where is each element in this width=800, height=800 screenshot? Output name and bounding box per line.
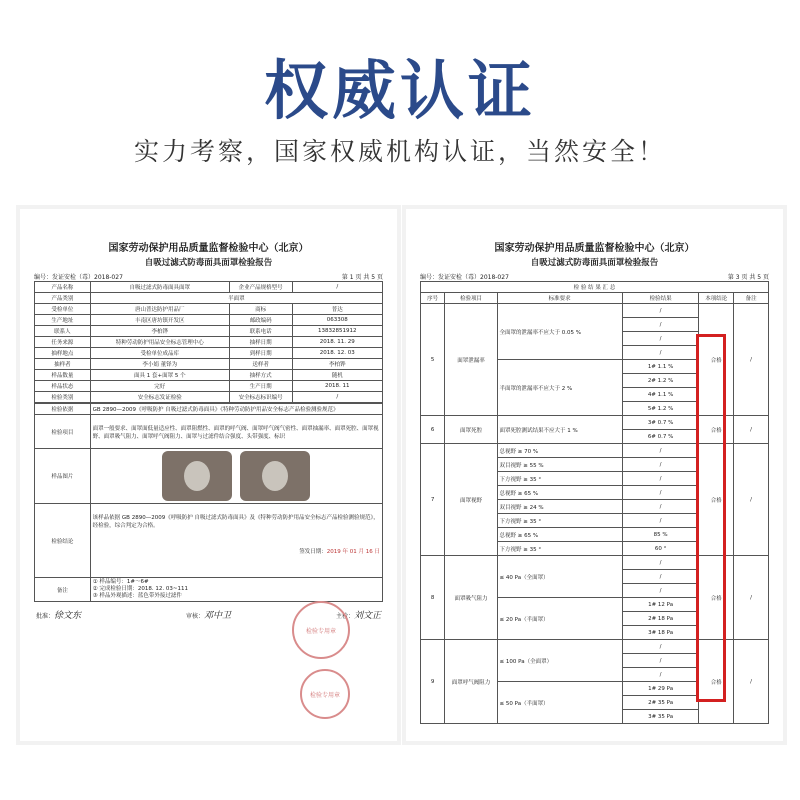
- detail-table: [34, 403, 383, 602]
- info-row: [35, 348, 383, 359]
- result-cell: 双目视野 ≥ 55 %: [497, 458, 622, 472]
- verdict-highlight-box: [696, 334, 726, 702]
- col-item: 检验项目: [445, 293, 497, 304]
- page-number: 第 1 页 共 5 页: [341, 274, 383, 281]
- info-cell: 联系人: [35, 326, 91, 337]
- sign-date-label: 签发日期：: [299, 549, 327, 555]
- info-cell: 企业产品规格型号: [229, 282, 292, 293]
- result-cell: /: [622, 332, 699, 346]
- inspection-stamp-2: 检验专用章: [300, 669, 350, 719]
- result-cell: 5: [421, 304, 445, 416]
- info-cell: 生产日期: [229, 381, 292, 392]
- result-cell: 合格: [699, 416, 734, 444]
- result-cell: /: [734, 444, 769, 556]
- hero-title: 权威认证: [264, 55, 536, 129]
- info-cell: 产品类别: [35, 293, 91, 304]
- result-cell: 双目视野 ≥ 24 %: [497, 500, 622, 514]
- result-cell: 4# 1.1 %: [622, 388, 699, 402]
- sample-photos: [93, 450, 380, 502]
- info-cell: 普达: [292, 304, 383, 315]
- result-cell: /: [622, 668, 699, 682]
- result-cell: 3# 18 Pa: [622, 626, 699, 640]
- result-cell: 半面罩的泄漏率不应大于 2 %: [497, 360, 622, 416]
- info-cell: 商标: [229, 304, 292, 315]
- info-cell: 安全标志发证检验: [90, 392, 229, 403]
- result-cell: 下方视野 ≥ 35 °: [497, 472, 622, 486]
- info-cell: 送样者: [229, 359, 292, 370]
- note-2: ② 完成检验日期：2018. 12. 03~111: [92, 586, 188, 593]
- result-cell: ≤ 50 Pa（半面罩）: [497, 682, 622, 724]
- notes-label: 备注: [35, 578, 91, 602]
- info-cell: 产品名称: [35, 282, 91, 293]
- info-cell: 抽样日期: [229, 337, 292, 348]
- info-row: [35, 282, 383, 293]
- review-signature: 邓中卫: [204, 611, 232, 622]
- note-3: ③ 样品外观描述：蓝色带外接过滤件: [92, 593, 182, 600]
- result-row: [421, 304, 769, 318]
- result-cell: /: [734, 556, 769, 640]
- mask-photo: [162, 451, 232, 501]
- result-cell: 面罩泄漏率: [445, 304, 497, 416]
- note-1: ① 样品编号：1#～6#: [92, 579, 149, 585]
- result-cell: 60 °: [622, 542, 699, 556]
- result-cell: /: [622, 444, 699, 458]
- info-row: [35, 392, 383, 403]
- info-cell: 李小娟 董铎为: [90, 359, 229, 370]
- result-cell: 面罩死腔: [445, 416, 497, 444]
- info-cell: 063308: [292, 315, 383, 326]
- info-cell: 到样日期: [229, 348, 292, 359]
- info-cell: 安全标志标识编号: [229, 392, 292, 403]
- result-cell: /: [622, 570, 699, 584]
- info-cell: 特种劳动防护用品安全标志管理中心: [90, 337, 229, 348]
- result-cell: 6# 0.7 %: [622, 430, 699, 444]
- col-verdict: 本项结论: [699, 293, 734, 304]
- result-cell: 2# 1.2 %: [622, 374, 699, 388]
- info-cell: 丰南区唐坊镇开发区: [90, 315, 229, 326]
- info-row: [35, 381, 383, 392]
- info-row: [35, 359, 383, 370]
- report-number: 编号：发证安检（毒）2018-027: [420, 274, 509, 281]
- info-cell: 李柏铧: [90, 326, 229, 337]
- info-cell: 2018. 11: [292, 381, 383, 392]
- review-label: 审核：: [185, 613, 204, 621]
- result-cell: 7: [421, 444, 445, 556]
- result-cell: 1# 1.1 %: [622, 360, 699, 374]
- result-cell: /: [622, 654, 699, 668]
- result-cell: 全面罩的泄漏率不应大于 0.05 %: [497, 304, 622, 360]
- info-row: [35, 293, 383, 304]
- result-cell: /: [622, 318, 699, 332]
- result-cell: ≤ 100 Pa（全面罩）: [497, 640, 622, 682]
- info-cell: 受检单位: [35, 304, 91, 315]
- result-cell: 面罩呼气阀阻力: [445, 640, 497, 724]
- result-cell: 6: [421, 416, 445, 444]
- mask-photo: [240, 451, 310, 501]
- info-cell: 任务来源: [35, 337, 91, 348]
- report-page-1: [16, 205, 401, 745]
- info-cell: 完好: [90, 381, 229, 392]
- info-cell: 13832851912: [292, 326, 383, 337]
- info-cell: 随机: [292, 370, 383, 381]
- result-cell: 1# 29 Pa: [622, 682, 699, 696]
- result-cell: /: [622, 458, 699, 472]
- result-cell: 合格: [699, 556, 734, 640]
- result-cell: 1# 12 Pa: [622, 598, 699, 612]
- result-cell: 总视野 ≥ 65 %: [497, 528, 622, 542]
- result-cell: 面罩死腔测试结果不应大于 1 %: [497, 416, 622, 444]
- col-no: 序号: [421, 293, 445, 304]
- result-cell: /: [622, 486, 699, 500]
- approve-label: 批准：: [36, 613, 55, 621]
- info-row: [35, 370, 383, 381]
- info-cell: 样品数量: [35, 370, 91, 381]
- result-cell: 面罩吸气阻力: [445, 556, 497, 640]
- items-label: 检验项目: [35, 415, 91, 449]
- info-cell: 2018. 12. 03: [292, 348, 383, 359]
- info-cell: 抽样者: [35, 359, 91, 370]
- basis-text: GB 2890—2009《呼吸防护 自吸过滤式防毒面具》《特种劳动防护用品安全标志产品检验测验规范》: [90, 404, 382, 415]
- items-text: 面罩一般要求、面罩面低量适应性、面罩阻燃性、面罩的呼气阀、面罩呼气阀气密性、面罩抽漏率、面罩死腔、面罩视野、面罩吸气阻力、面罩呼气阀阻力、面罩与过滤件结合强度、头带强度、标识: [90, 415, 382, 449]
- info-row: [35, 315, 383, 326]
- info-cell: 受检单位成品库: [90, 348, 229, 359]
- result-cell: /: [734, 416, 769, 444]
- result-cell: /: [622, 514, 699, 528]
- result-cell: /: [622, 500, 699, 514]
- result-cell: /: [622, 472, 699, 486]
- summary-header: 检 验 结 果 汇 总: [421, 282, 769, 293]
- col-note: 备注: [734, 293, 769, 304]
- info-cell: 2018. 11. 29: [292, 337, 383, 348]
- info-cell: 样品状态: [35, 381, 91, 392]
- result-cell: /: [622, 584, 699, 598]
- result-cell: 85 %: [622, 528, 699, 542]
- result-cell: /: [734, 640, 769, 724]
- basis-label: 检验依据: [35, 404, 91, 415]
- result-cell: 8: [421, 556, 445, 640]
- result-cell: 下方视野 ≥ 35 °: [497, 514, 622, 528]
- result-cell: 9: [421, 640, 445, 724]
- result-cell: 2# 35 Pa: [622, 696, 699, 710]
- result-cell: 总视野 ≥ 65 %: [497, 486, 622, 500]
- result-cell: /: [734, 304, 769, 416]
- info-cell: /: [292, 282, 383, 293]
- result-cell: 总视野 ≥ 70 %: [497, 444, 622, 458]
- info-cell: 半面罩: [90, 293, 382, 304]
- result-cell: 3# 0.7 %: [622, 416, 699, 430]
- result-cell: 下方视野 ≥ 35 °: [497, 542, 622, 556]
- result-cell: 合格: [699, 304, 734, 416]
- result-cell: /: [622, 640, 699, 654]
- conclusion-label: 检验结论: [35, 504, 91, 578]
- report-subtitle: 自吸过滤式防毒面具面罩检验报告: [144, 258, 273, 268]
- col-result: 检验结果: [622, 293, 699, 304]
- result-cell: 合格: [699, 444, 734, 556]
- info-cell: 李柏铧: [292, 359, 383, 370]
- result-cell: /: [622, 556, 699, 570]
- info-cell: 抽样地点: [35, 348, 91, 359]
- report-subtitle: 自吸过滤式防毒面具面罩检验报告: [530, 258, 659, 268]
- info-cell: 抽样方式: [229, 370, 292, 381]
- info-row: [35, 326, 383, 337]
- result-cell: ≤ 20 Pa（半面罩）: [497, 598, 622, 640]
- inspection-stamp: 检验专用章: [292, 601, 350, 659]
- result-cell: 5# 1.2 %: [622, 402, 699, 416]
- result-cell: 2# 18 Pa: [622, 612, 699, 626]
- result-cell: /: [622, 346, 699, 360]
- report-title: 国家劳动保护用品质量监督检验中心（北京）: [108, 243, 309, 254]
- info-cell: 唐山普达防护用品厂: [90, 304, 229, 315]
- photo-label: 样品图片: [35, 449, 91, 504]
- result-cell: /: [622, 304, 699, 318]
- result-cell: 合格: [699, 640, 734, 724]
- info-table: [34, 281, 383, 403]
- page-number: 第 3 页 共 5 页: [727, 274, 769, 281]
- result-cell: ≤ 40 Pa（全面罩）: [497, 556, 622, 598]
- result-cell: 3# 35 Pa: [622, 710, 699, 724]
- info-cell: 面具 1 套+面罩 5 个: [90, 370, 229, 381]
- report-number: 编号：发证安检（毒）2018-027: [34, 274, 123, 281]
- info-cell: /: [292, 392, 383, 403]
- info-cell: 联系电话: [229, 326, 292, 337]
- info-cell: 生产地址: [35, 315, 91, 326]
- sign-date: 2019 年 01 月 16 日: [326, 549, 380, 555]
- col-req: 标准要求: [497, 293, 622, 304]
- info-cell: 邮政编码: [229, 315, 292, 326]
- main-label: 主检：: [335, 613, 354, 621]
- report-page-3: [402, 205, 787, 745]
- approve-signature: 徐文东: [54, 611, 82, 622]
- report-title: 国家劳动保护用品质量监督检验中心（北京）: [494, 243, 695, 254]
- conclusion-text: 该样品依据 GB 2890—2009《呼吸防护 自吸过滤式防毒面具》及《特种劳动防护用品安全标志产品检验测验规范》，经检验，综合判定为合格。: [92, 515, 379, 529]
- hero-subtitle: 实力考察，国家权威机构认证，当然安全！: [133, 137, 666, 166]
- info-row: [35, 337, 383, 348]
- result-cell: 面罩视野: [445, 444, 497, 556]
- main-signature: 刘文正: [353, 611, 381, 622]
- info-cell: 自吸过滤式防毒面具面罩: [90, 282, 229, 293]
- info-row: [35, 304, 383, 315]
- info-cell: 检验类别: [35, 392, 91, 403]
